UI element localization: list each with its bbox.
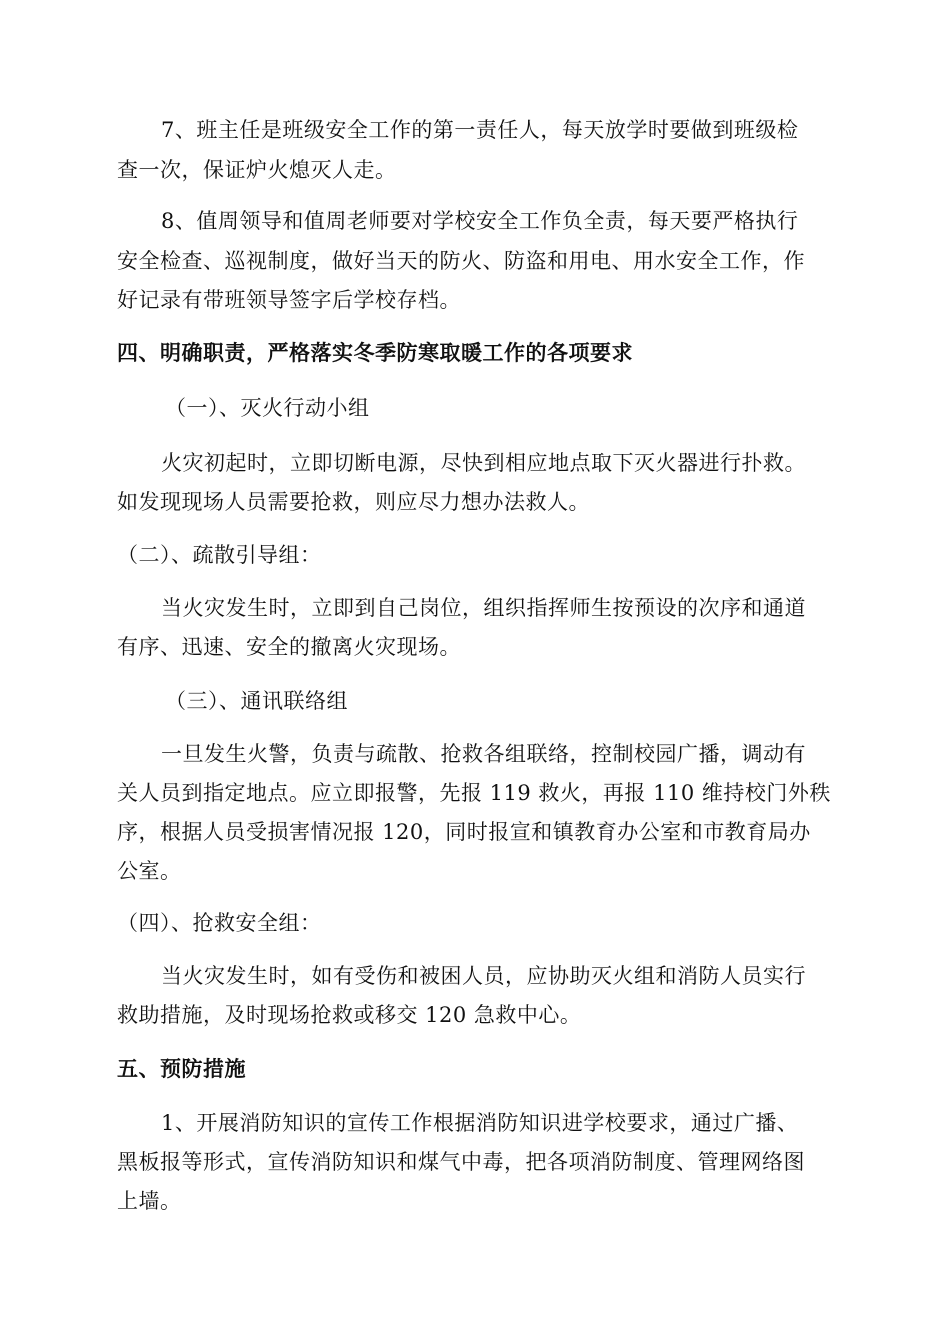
item8-line3: 好记录有带班领导签字后学校存档。 bbox=[117, 288, 461, 312]
group3-line2: 关人员到指定地点。应立即报警，先报 119 救火，再报 110 维持校门外秩 bbox=[117, 781, 831, 805]
group4-title: （四）、抢救安全组： bbox=[117, 911, 322, 935]
item7-line1: 7、班主任是班级安全工作的第一责任人，每天放学时要做到班级检 bbox=[161, 118, 799, 142]
section5-item1-line1: 1、开展消防知识的宣传工作根据消防知识进学校要求，通过广播、 bbox=[161, 1111, 799, 1135]
group2-title: （二）、疏散引导组： bbox=[117, 543, 322, 567]
group3-line4: 公室。 bbox=[117, 859, 182, 883]
group3-line3: 序，根据人员受损害情况报 120，同时报宣和镇教育办公室和市教育局办 bbox=[117, 820, 811, 844]
item8-line1: 8、值周领导和值周老师要对学校安全工作负全责，每天要严格执行 bbox=[161, 209, 799, 233]
section5-item1-line2: 黑板报等形式，宣传消防知识和煤气中毒，把各项消防制度、管理网络图 bbox=[117, 1150, 805, 1174]
group2-line1: 当火灾发生时，立即到自己岗位，组织指挥师生按预设的次序和通道 bbox=[161, 596, 806, 620]
group2-line2: 有序、迅速、安全的撤离火灾现场。 bbox=[117, 635, 461, 659]
group4-line1: 当火灾发生时，如有受伤和被困人员，应协助灭火组和消防人员实行 bbox=[161, 964, 806, 988]
section4-heading: 四、明确职责，严格落实冬季防寒取暖工作的各项要求 bbox=[117, 340, 633, 365]
group4-line2: 救助措施，及时现场抢救或移交 120 急救中心。 bbox=[117, 1003, 582, 1027]
item8-line2: 安全检查、巡视制度，做好当天的防火、防盗和用电、用水安全工作，作 bbox=[117, 249, 805, 273]
group1-line1: 火灾初起时，立即切断电源，尽快到相应地点取下灭火器进行扑救。 bbox=[161, 451, 806, 475]
section5-heading: 五、预防措施 bbox=[117, 1056, 246, 1081]
section5-item1-line3: 上墙。 bbox=[117, 1189, 182, 1213]
group3-line1: 一旦发生火警，负责与疏散、抢救各组联络，控制校园广播，调动有 bbox=[161, 742, 806, 766]
item7-line2: 查一次，保证炉火熄灭人走。 bbox=[117, 158, 397, 182]
group1-title: （一）、灭火行动小组 bbox=[165, 396, 370, 420]
group1-line2: 如发现现场人员需要抢救，则应尽力想办法救人。 bbox=[117, 490, 590, 514]
group3-title: （三）、通讯联络组 bbox=[165, 689, 348, 713]
